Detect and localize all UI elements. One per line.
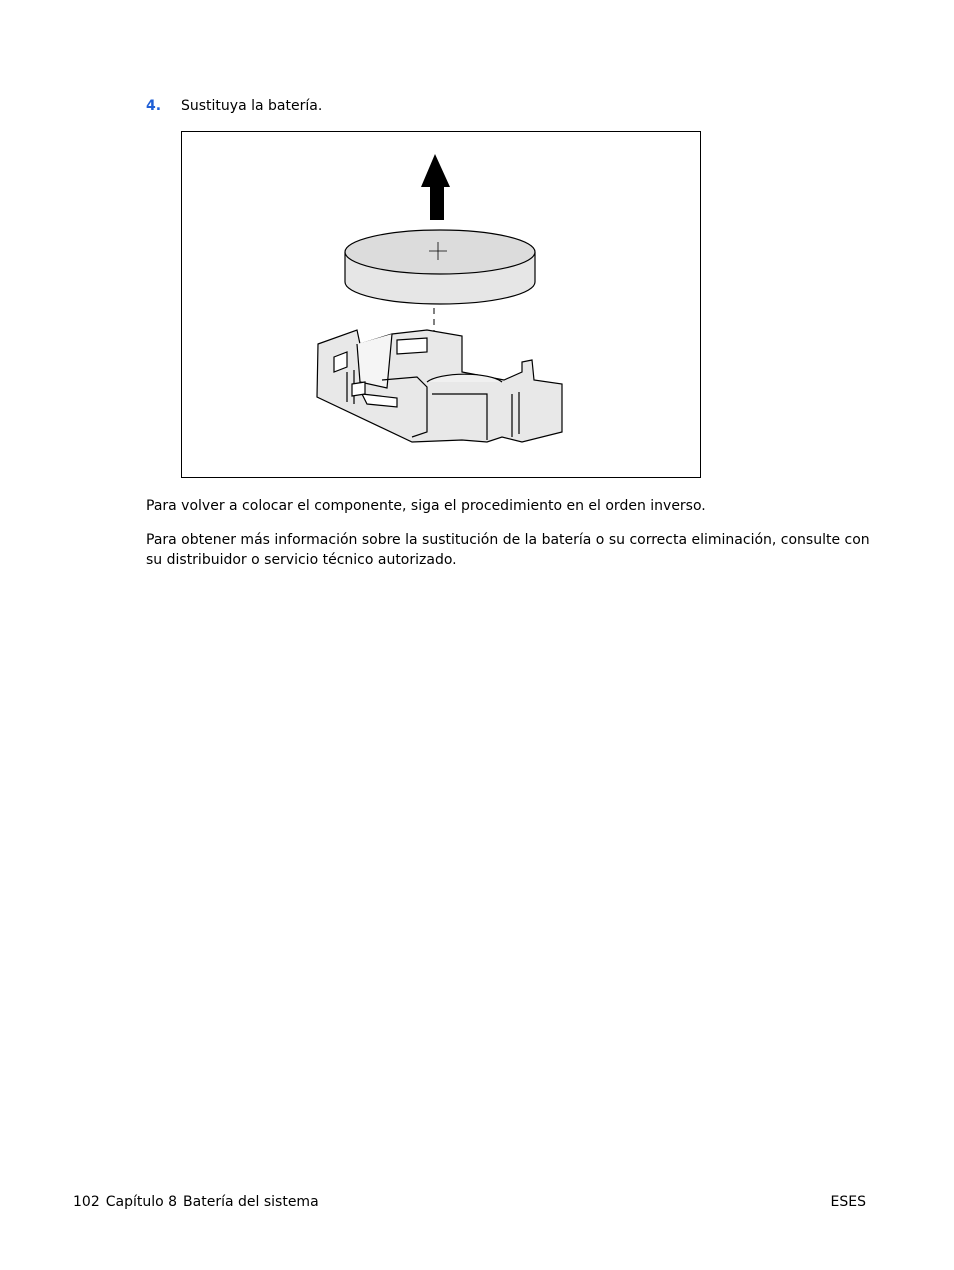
- coin-battery-icon: [345, 230, 535, 304]
- up-arrow-icon: [421, 154, 450, 220]
- step-text: Sustituya la batería.: [181, 98, 323, 114]
- battery-holder-icon: [317, 330, 562, 442]
- step-number: 4.: [146, 98, 162, 114]
- chapter-label: Capítulo 8: [105, 1194, 178, 1210]
- battery-replacement-illustration-icon: [182, 132, 702, 479]
- chapter-title: Batería del sistema: [183, 1194, 319, 1210]
- paragraph-reverse-procedure: Para volver a colocar el componente, siga el procedimiento en el orden inverso.: [146, 498, 706, 514]
- paragraph-more-info: Para obtener más información sobre la sustitución de la batería o su correcta eliminación, consulte con su distribuidor o servicio técnico autorizado.: [146, 532, 870, 568]
- battery-replacement-figure: [181, 131, 701, 478]
- page-number: 102: [73, 1194, 100, 1210]
- page-footer-left: [73, 1192, 325, 1212]
- page-footer-locale: ESES: [830, 1194, 866, 1210]
